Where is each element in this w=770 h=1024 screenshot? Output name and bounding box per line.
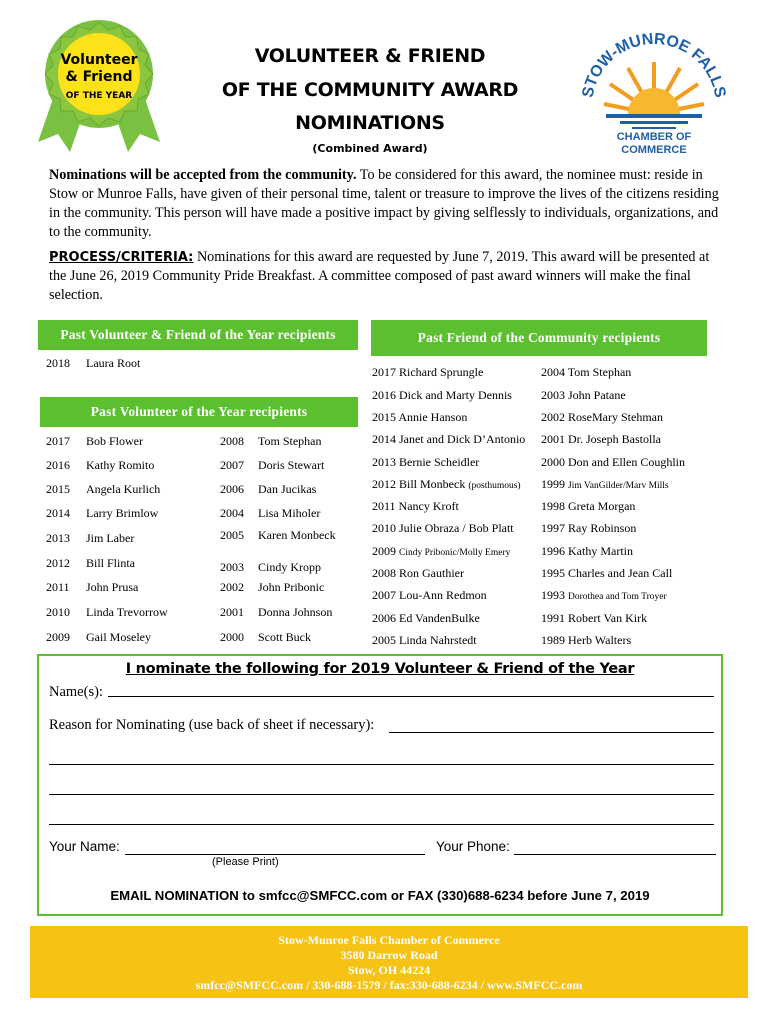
recipient-entry: 1991 Robert Van Kirk	[541, 611, 648, 625]
recipient-entry: 2011 Nancy Kroft	[372, 499, 459, 513]
recipient-entry: 1989 Herb Walters	[541, 633, 632, 647]
names-label: Name(s):	[49, 684, 103, 700]
recipient-name: Kathy Romito	[86, 458, 155, 472]
table-row	[541, 477, 669, 492]
table-row	[372, 611, 480, 626]
intro-body: To be considered for this award, the nominee must: reside in Stow or Munroe Falls, have given of their personal time, talent or treasure to improve the lives of the citizens residing in the community. This person will have made a positive impact by giving selflessly to individuals, organizations, and to the community.	[49, 167, 719, 240]
form-heading	[37, 661, 723, 677]
recipient-entry: 2003 John Patane	[541, 388, 626, 402]
recipient-entry: 2000 Don and Ellen Coughlin	[541, 455, 685, 469]
recipient-name: Dan Jucikas	[258, 482, 317, 496]
recipient-year: 2005	[220, 528, 244, 542]
recipient-year: 2006	[220, 482, 244, 496]
table-row	[541, 410, 663, 425]
footer-address: 3580 Darrow Road	[340, 948, 438, 962]
title-line2: OF THE COMMUNITY AWARD	[221, 79, 519, 101]
recipient-year: 2007	[220, 458, 244, 472]
recipient-name: Doris Stewart	[258, 458, 325, 472]
volunteer-badge-icon	[34, 20, 164, 152]
your-name-label: Your Name:	[49, 839, 120, 854]
table-row	[372, 521, 514, 536]
recipient-entry: 2002 RoseMary Stehman	[541, 410, 663, 424]
recipient-entry: 1996 Kathy Martin	[541, 544, 633, 558]
recipient-name: Gail Moseley	[86, 630, 151, 644]
recipient-year: 2003	[220, 560, 244, 574]
reason-field-line1[interactable]	[389, 716, 714, 733]
recipient-year: 2012	[46, 556, 70, 570]
recipient-entry: 2010 Julie Obraza / Bob Platt	[372, 521, 514, 535]
names-field[interactable]	[108, 680, 714, 697]
footer-contact: smfcc@SMFCC.com / 330-688-1579 / fax:330-688-6234 / www.SMFCC.com	[195, 978, 583, 992]
process-lead: PROCESS/CRITERIA:	[49, 250, 194, 265]
table-row	[372, 410, 467, 425]
chamber-logo-icon	[576, 28, 732, 160]
recipient-name: Scott Buck	[258, 630, 311, 644]
table-row	[541, 499, 635, 514]
recipient-entry: 2006 Ed VandenBulke	[372, 611, 480, 625]
recipient-entry: 1997 Ray Robinson	[541, 521, 637, 535]
title-subtitle: (Combined Award)	[312, 142, 428, 155]
recipient-name: Linda Trevorrow	[86, 605, 168, 619]
table-row	[372, 588, 487, 603]
recipient-name: Donna Johnson	[258, 605, 333, 619]
recipient-entry: 1993	[541, 588, 565, 602]
reason-field-line2[interactable]	[49, 748, 714, 765]
table-row	[541, 611, 647, 626]
recipient-year: 2002	[220, 580, 244, 594]
form-heading-text: I nominate the following for 2019 Volunteer & Friend of the Year	[125, 661, 635, 677]
recipient-year: 2004	[220, 506, 244, 520]
recipient-year: 2010	[46, 605, 70, 619]
recipient-name: Cindy Kropp	[258, 560, 321, 574]
intro-paragraph	[49, 166, 723, 242]
recipient-entry: 2001 Dr. Joseph Bastolla	[541, 432, 661, 446]
recipient-year: 2015	[46, 482, 70, 496]
recipient-entry: 2017 Richard Sprungle	[372, 365, 484, 379]
table-row	[541, 432, 661, 447]
recipient-year: 2013	[46, 531, 70, 545]
vf-recipients-header: Past Volunteer & Friend of the Year recipients	[38, 320, 358, 350]
table-row	[372, 365, 483, 380]
footer	[30, 926, 748, 998]
recipient-entry: 2014 Janet and Dick D’Antonio	[372, 432, 526, 446]
recipient-name: Bob Flower	[86, 434, 143, 448]
recipient-note: Cindy Pribonic/Molly Emery	[399, 548, 511, 558]
table-row	[541, 544, 633, 559]
recipient-name: Lisa Miholer	[258, 506, 321, 520]
recipient-year: 2014	[46, 506, 70, 520]
recipient-name: Karen Monbeck	[258, 528, 336, 542]
recipient-name: Tom Stephan	[258, 434, 322, 448]
badge-line1: Volunteer	[60, 52, 138, 68]
recipient-note: (posthumous)	[468, 481, 521, 491]
reason-field-line4[interactable]	[49, 808, 714, 825]
table-row	[372, 477, 521, 492]
process-paragraph	[49, 248, 723, 305]
recipient-entry: 2015 Annie Hanson	[372, 410, 468, 424]
recipient-note: Dorothea and Tom Troyer	[568, 592, 667, 602]
fc-recipients-header: Past Friend of the Community recipients	[371, 320, 707, 356]
table-row	[372, 544, 510, 559]
recipient-year: 2009	[46, 630, 70, 644]
reason-label: Reason for Nominating (use back of sheet if necessary):	[49, 717, 375, 733]
recipient-entry: 1995 Charles and Jean Call	[541, 566, 673, 580]
footer-org: Stow-Munroe Falls Chamber of Commerce	[278, 933, 500, 947]
recipient-entry: 2012 Bill Monbeck	[372, 477, 466, 491]
table-row	[541, 521, 636, 536]
title-line1: VOLUNTEER & FRIEND	[254, 45, 486, 67]
table-row	[541, 388, 626, 403]
intro-lead: Nominations will be accepted from the community.	[49, 167, 357, 183]
recipient-year: 2016	[46, 458, 70, 472]
title-line3: NOMINATIONS	[295, 112, 445, 134]
badge-line2: & Friend	[65, 69, 133, 85]
recipient-note: Jim VanGilder/Marv Mills	[568, 481, 669, 491]
recipient-entry: 1999	[541, 477, 565, 491]
table-row	[541, 588, 667, 603]
table-row	[372, 633, 477, 648]
email-instruction: EMAIL NOMINATION to smfcc@SMFCC.com or FAX (330)688-6234 before June 7, 2019	[110, 888, 650, 903]
reason-field-line3[interactable]	[49, 778, 714, 795]
recipient-year: 2001	[220, 605, 244, 619]
logo-line2: COMMERCE	[621, 144, 687, 156]
recipient-name: John Pribonic	[258, 580, 325, 594]
table-row	[541, 455, 685, 470]
table-row	[372, 432, 525, 447]
recipient-name: Bill Flinta	[86, 556, 136, 570]
recipient-entry: 2005 Linda Nahrstedt	[372, 633, 477, 647]
please-print-note: (Please Print)	[212, 856, 279, 868]
recipient-entry: 2009	[372, 544, 396, 558]
your-phone-field[interactable]	[514, 838, 716, 855]
recipient-year: 2017	[46, 434, 70, 448]
table-row	[372, 566, 464, 581]
recipient-name: Angela Kurlich	[86, 482, 161, 496]
logo-arc-text: STOW-MUNROE FALLS	[579, 30, 729, 100]
table-row	[372, 499, 459, 514]
badge-line3: OF THE YEAR	[65, 91, 133, 101]
recipient-year: 2000	[220, 630, 244, 644]
process-body: Nominations for this award are requested by June 7, 2019. This award will be presented at the June 26, 2019 Community Pride Breakfast. A committee composed of past award winners will make the final selection.	[49, 249, 710, 303]
table-row	[541, 365, 631, 380]
recipient-entry: 2008 Ron Gauthier	[372, 566, 464, 580]
recipient-name: Laura Root	[86, 356, 141, 370]
recipient-entry: 1998 Greta Morgan	[541, 499, 636, 513]
recipient-name: Jim Laber	[86, 531, 135, 545]
recipient-year: 2011	[46, 580, 70, 594]
recipient-year: 2008	[220, 434, 244, 448]
table-row	[541, 566, 672, 581]
table-row	[372, 455, 479, 470]
v-recipients-header: Past Volunteer of the Year recipients	[40, 397, 358, 427]
footer-city: Stow, OH 44224	[347, 963, 431, 977]
recipient-name: John Prusa	[86, 580, 139, 594]
recipient-name: Larry Brimlow	[86, 506, 159, 520]
recipient-entry: 2016 Dick and Marty Dennis	[372, 388, 512, 402]
recipient-entry: 2013 Bernie Scheidler	[372, 455, 480, 469]
recipient-entry: 2004 Tom Stephan	[541, 365, 632, 379]
your-name-field[interactable]	[125, 838, 425, 855]
your-phone-label: Your Phone:	[436, 839, 510, 854]
table-row	[541, 633, 631, 648]
recipient-entry: 2007 Lou-Ann Redmon	[372, 588, 487, 602]
table-row	[372, 388, 512, 403]
recipient-year: 2018	[46, 356, 70, 370]
logo-line1: CHAMBER OF	[616, 131, 692, 143]
